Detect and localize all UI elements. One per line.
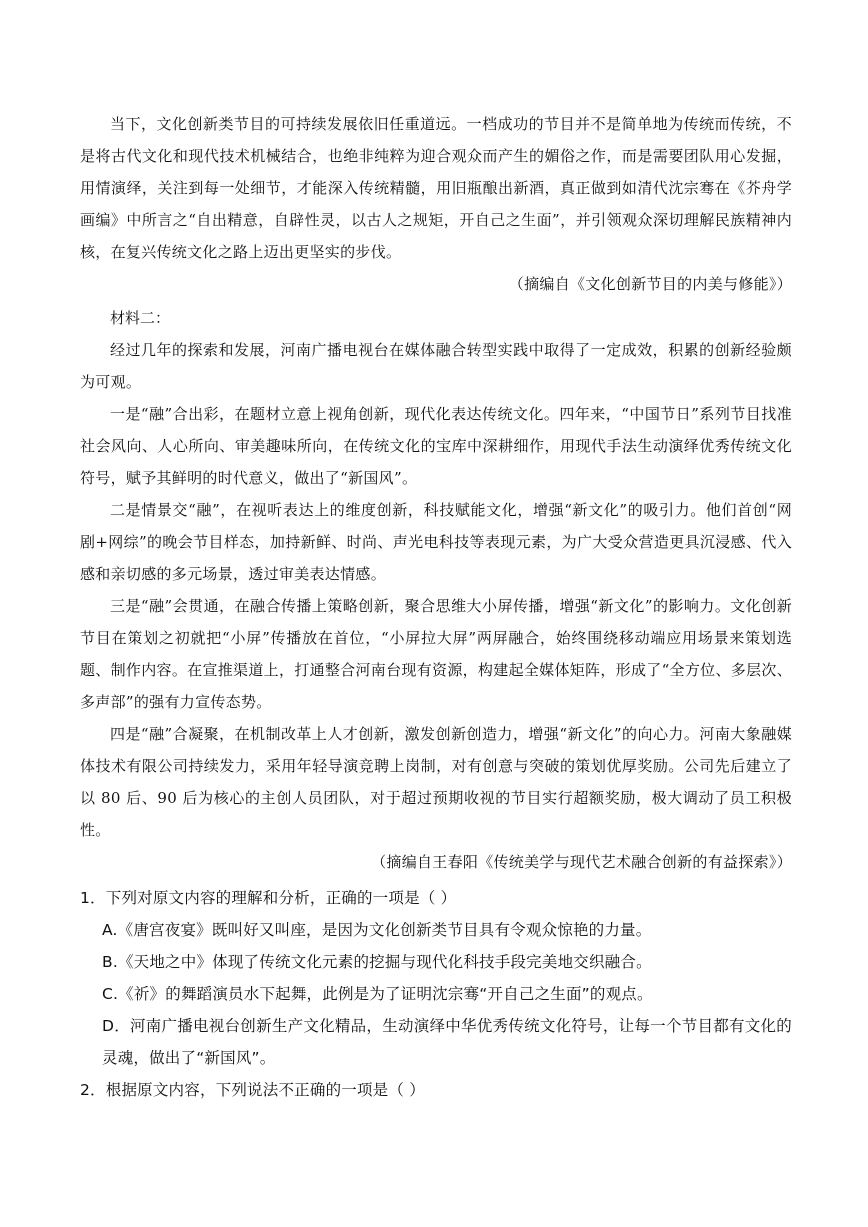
- answer-option-a: A.《唐宫夜宴》既叫好又叫座，是因为文化创新类节目具有令观众惊艳的力量。: [102, 921, 652, 939]
- material-two-paragraph: 四是“融”合凝聚，在机制改革上人才创新，激发创新创造力，增强“新文化”的向心力。河南大象融媒体技术有限公司持续发力，采用年轻导演竞聘上岗制，对有创意与突破的策划优厚奖励。公司先后建立了以 80 后、90 后为核心的主创人员团队，对于超过预期收视的节目实行超额奖励，极大调动了员工积极性。: [80, 725, 792, 839]
- question-stem: 2．根据原文内容，下列说法不正确的一项是（ ）: [80, 1081, 425, 1099]
- material-two-paragraph: 二是情景交“融”，在视听表达上的维度创新，科技赋能文化，增强“新文化”的吸引力。他们首创“网剧+网综”的晚会节目样态，加持新鲜、时尚、声光电科技等表现元素，为广大受众营造更具沉浸感、代入感和亲切感的多元场景，透过审美表达情感。: [80, 501, 792, 583]
- material-one-source: （摘编自《文化创新节目的内美与修能》）: [508, 275, 792, 293]
- answer-option-c: C.《祈》的舞蹈演员水下起舞，此例是为了证明沈宗骞“开自己之生面”的观点。: [102, 985, 653, 1003]
- material-one-paragraph: 当下，文化创新类节目的可持续发展依旧任重道远。一档成功的节目并不是简单地为传统而传统，不是将古代文化和现代技术机械结合，也绝非纯粹为迎合观众而产生的媚俗之作，而是需要团队用心发掘，用情演绎，关注到每一处细节，才能深入传统精髓，用旧瓶酿出新酒，真正做到如清代沈宗骞在《芥舟学画编》中所言之“自出精意，自辟性灵，以古人之规矩，开自己之生面”，并引领观众深切理解民族精神内核，在复兴传统文化之路上迈出更坚实的步伐。: [80, 115, 792, 261]
- questions-section: [80, 882, 792, 1106]
- question-stem: 1．下列对原文内容的理解和分析，正确的一项是（ ）: [80, 889, 457, 907]
- material-two-paragraph: 三是“融”会贯通，在融合传播上策略创新，聚合思维大小屏传播，增强“新文化”的影响力。文化创新节目在策划之初就把“小屏”传播放在首位，“小屏拉大屏”两屏融合，始终围绕移动端应用场景来策划选题、制作内容。在宣推渠道上，打通整合河南台现有资源，构建起全媒体矩阵，形成了“全方位、多层次、多声部”的强有力宣传态势。: [80, 597, 792, 711]
- answer-option-b: B.《天地之中》体现了传统文化元素的挖掘与现代化科技手段完美地交织融合。: [102, 953, 652, 971]
- material-two-label: 材料二：: [110, 309, 171, 327]
- document-body: [80, 108, 792, 1106]
- material-two-paragraph: 经过几年的探索和发展，河南广播电视台在媒体融合转型实践中取得了一定成效，积累的创新经验颇为可观。: [80, 341, 792, 391]
- material-two-source: （摘编自王春阳《传统美学与现代艺术融合创新的有益探索》）: [371, 853, 792, 871]
- answer-option-d: D．河南广播电视台创新生产文化精品，生动演绎中华优秀传统文化符号，让每一个节目都有文化的灵魂，做出了“新国风”。: [102, 1017, 792, 1067]
- material-two-paragraph: 一是“融”合出彩，在题材立意上视角创新，现代化表达传统文化。四年来，“中国节日”系列节目找准社会风向、人心所向、审美趣味所向，在传统文化的宝库中深耕细作，用现代手法生动演绎优秀传统文化符号，赋予其鲜明的时代意义，做出了“新国风”。: [80, 405, 792, 487]
